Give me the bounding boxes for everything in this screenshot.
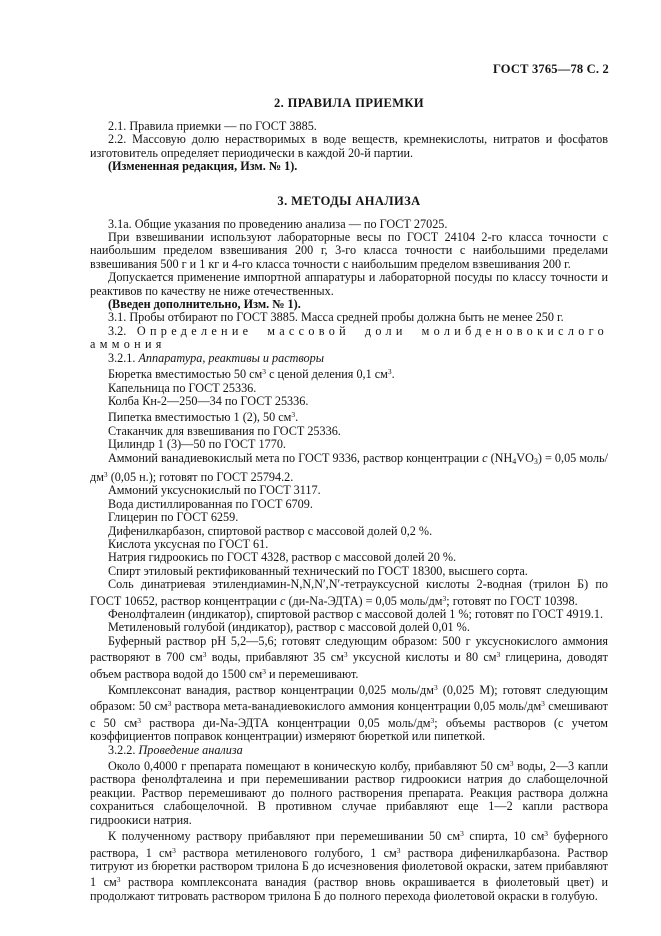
clause-title-spaced: Определение массовой доли молибденовокислого аммония xyxy=(90,323,608,352)
paragraph-2-1: 2.1. Правила приемки — по ГОСТ 3885. xyxy=(108,119,317,133)
item-sodium-hydroxide: Натрия гидроокись по ГОСТ 4328, раствор с массовой долей 20 %. xyxy=(108,550,457,565)
paragraph-3-2-2 xyxy=(90,744,608,757)
procedure-paragraph-2: К полученному раствору прибавляют при перемешивании 50 $см^3$ спирта, 10 $см^3$ буферного раствора, 1 $см^3$ раствора метиленового голубого, 1 $см^3$ раствора дифенилкарбазона. Раствор титруют из бюретки раствором трилона Б до исчезновения фиолетовой окраски, затем прибавляют 1 $см^3$ раствора комплексоната ванадия (раствор вновь окрашивается в фиолетовый цвет) и продолжают титровать раствором трилона Б до полного перехода фиолетовой окраски в голубую. xyxy=(90,829,609,903)
item-vanadate: Аммоний ванадиевокислый мета по ГОСТ 9336, раствор концентрации c $(NH_4VO_3) = 0,05$ моль/$дм^3$ (0,05 н.); готовят по ГОСТ 25794.2. xyxy=(90,450,608,484)
item-beaker: Стаканчик для взвешивания по ГОСТ 25336. xyxy=(108,423,341,438)
item-edta: Соль динатриевая этилендиамин-N,N,N′,N′-тетрауксусной кислоты 2-водная (трилон Б) по ГОСТ 10652, раствор концентрации c (ди-Na-ЭДТА) = 0,05 моль/$дм^3$; готовят по ГОСТ 10398. xyxy=(90,577,608,608)
item-water: Вода дистиллированная по ГОСТ 6709. xyxy=(108,496,313,511)
page-header: ГОСТ 3765—78 С. 2 xyxy=(492,62,609,76)
amendment-note-1: (Измененная редакция, Изм. № 1). xyxy=(108,159,298,174)
paragraph-3-2 xyxy=(90,325,608,352)
section-3-title: 3. МЕТОДЫ АНАЛИЗА xyxy=(277,193,421,208)
paragraph-weighing: При взвешивании используют лабораторные весы по ГОСТ 24104 2-го класса точности с наибольшим пределом взвешивания 200 г, 3-го класса точности с наибольшими пределами взвешивания 500 г и 1 кг и 4-го класса точности с наибольшим пределом взвешивания 200 г. xyxy=(90,230,608,271)
procedure-paragraph-1: Около 0,4000 г препарата помещают в коническую колбу, прибавляют 50 $см^3$ воды, 2—3 капли раствора фенолфталеина и при перемешивании раствор гидроокиси натрия до слабощелочной реакции. Раствор перемешивают до полного растворения препарата. Реакция раствора должна сохраниться слабощелочной. В противном случае прибавляют еще 1—2 капли раствора гидроокиси натрия. xyxy=(90,759,608,827)
section-2-title: 2. ПРАВИЛА ПРИЕМКИ xyxy=(273,96,425,110)
paragraph-3-2-1 xyxy=(90,352,608,365)
item-ethanol: Спирт этиловый ректификованный технический по ГОСТ 18300, высшего сорта. xyxy=(108,563,528,578)
paragraph-3-1: 3.1. Пробы отбирают по ГОСТ 3885. Масса средней пробы должна быть не менее 250 г. xyxy=(108,310,564,325)
subsection-title: Проведение анализа xyxy=(138,742,243,757)
clause-number: 3.2. xyxy=(108,323,127,338)
item-ammonium-acetate: Аммоний уксуснокислый по ГОСТ 3117. xyxy=(108,483,321,498)
item-dropper: Капельница по ГОСТ 25336. xyxy=(108,380,257,395)
item-pipette: Пипетка вместимостью 1 (2), 50 $см^3$. xyxy=(108,410,299,425)
item-glycerin: Глицерин по ГОСТ 6259. xyxy=(108,510,239,525)
item-diphenylcarbazone: Дифенилкарбазон, спиртовой раствор с массовой долей 0,2 %. xyxy=(108,523,433,538)
item-buffer: Буферный раствор pH 5,2—5,6; готовят следующим образом: 500 г уксуснокислого аммония растворяют в 700 $см^3$ воды, прибавляют 35 $см^3$ уксусной кислоты и 80 $см^3$ глицерина, доводят объем раствора водой до 1500 $см^3$ и перемешивают. xyxy=(90,633,608,681)
paragraph-2-2: 2.2. Массовую долю нерастворимых в воде веществ, кремнекислоты, нитратов и фосфатов изготовитель определяет периодически в каждой 20-й партии. xyxy=(90,132,608,160)
document-body xyxy=(90,96,608,903)
item-acetic-acid: Кислота уксусная по ГОСТ 61. xyxy=(108,536,269,551)
amendment-note-2: (Введен дополнительно, Изм. № 1). xyxy=(108,297,301,312)
item-phenolphthalein: Фенолфталеин (индикатор), спиртовой раствор с массовой долей 1 %; готовят по ГОСТ 4919.1. xyxy=(108,607,603,621)
paragraph-3-1a: 3.1а. Общие указания по проведению анализа — по ГОСТ 27025. xyxy=(108,216,448,231)
clause-number: 3.2.1. xyxy=(108,350,136,365)
paragraph-import: Допускается применение импортной аппаратуры и лабораторной посуды по классу точности и реактивов по качеству не ниже отечественных. xyxy=(90,270,608,298)
subsection-title: Аппаратура, реактивы и растворы xyxy=(138,350,324,365)
item-cylinder: Цилиндр 1 (3)—50 по ГОСТ 1770. xyxy=(108,437,286,452)
clause-number: 3.2.2. xyxy=(108,742,136,757)
item-methylene-blue: Метиленовый голубой (индикатор), раствор с массовой долей 0,01 %. xyxy=(108,620,470,635)
item-vanadium-complexonate: Комплексонат ванадия, раствор концентрации 0,025 моль/$дм^3$ (0,025 М); готовят следующим образом: 50 $см^3$ раствора мета-ванадиевокислого аммония концентрации 0,05 моль/$дм^3$ смешивают с 50 $см^3$ раствора ди-Na-ЭДТА концентрации 0,05 моль/$дм^3$; объемы растворов (с учетом коэффициентов поправок концентрации) измеряют бюреткой или пипеткой. xyxy=(90,683,609,744)
item-burette: Бюретка вместимостью 50 $см^3$ с ценой деления 0,1 $см^3$. xyxy=(108,367,395,382)
item-flask: Колба Кн-2—250—34 по ГОСТ 25336. xyxy=(108,393,309,408)
